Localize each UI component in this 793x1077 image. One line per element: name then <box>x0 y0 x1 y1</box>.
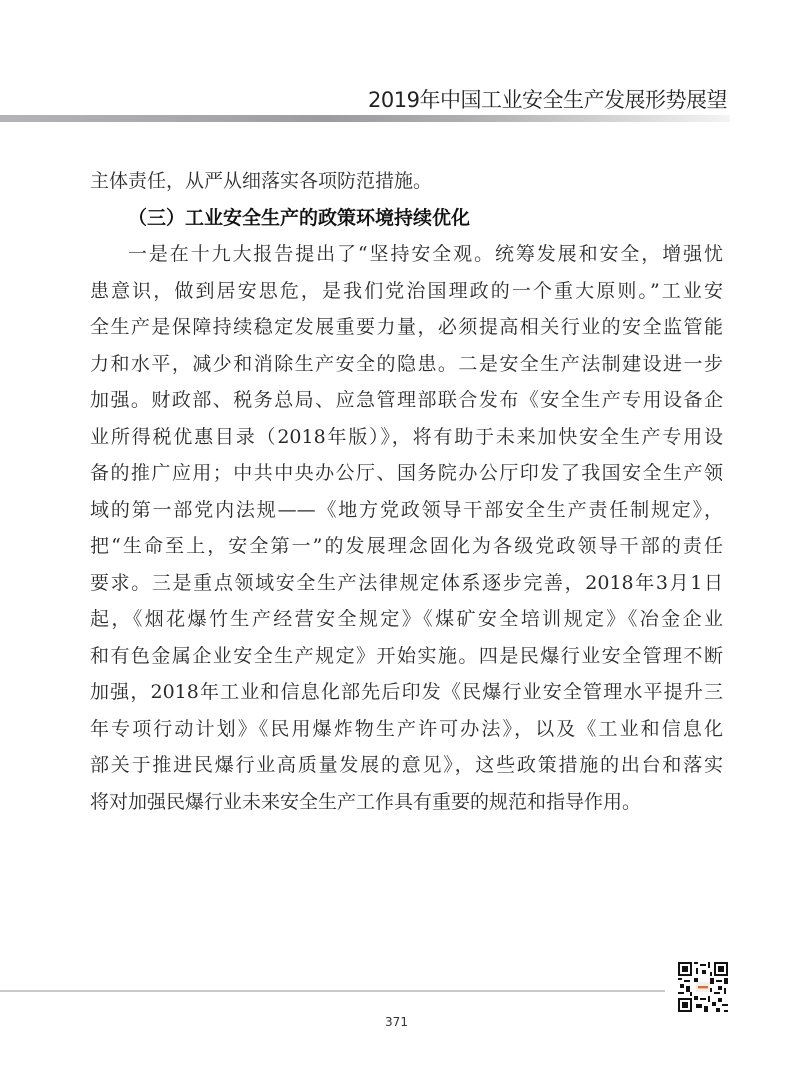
paragraph-line: 年专项行动计划》《民用爆炸物生产许可办法》，以及《工业和信息化 <box>90 717 723 740</box>
section-heading: （三）工业安全生产的政策环境持续优化 <box>128 206 471 229</box>
body-text <box>90 163 723 820</box>
header-divider-bar <box>0 115 730 122</box>
paragraph-line: 将对加强民爆行业未来安全生产工作具有重要的规范和指导作用。 <box>90 790 642 813</box>
qr-code-icon <box>678 962 728 1012</box>
paragraph-line: 备的推广应用；中共中央办公厅、国务院办公厅印发了我国安全生产领 <box>90 462 723 484</box>
paragraph-line: 和有色金属企业安全生产规定》开始实施。四是民爆行业安全管理不断 <box>90 644 723 667</box>
footer-divider <box>0 990 665 992</box>
paragraph-line: 加强。财政部、税务总局、应急管理部联合发布《安全生产专用设备企 <box>90 389 723 411</box>
paragraph-line: 起，《烟花爆竹生产经营安全规定》《煤矿安全培训规定》《冶金企业 <box>90 608 723 630</box>
paragraph-line: 主体责任，从严从细落实各项防范措施。 <box>90 170 433 192</box>
paragraph-line: 力和水平，减少和消除生产安全的隐患。二是安全生产法制建设进一步 <box>90 352 723 375</box>
paragraph-line: 把“生命至上，安全第一”的发展理念固化为各级党政领导干部的责任 <box>90 535 723 557</box>
paragraph-line: 患意识，做到居安思危，是我们党治国理政的一个重大原则。”工业安 <box>90 279 723 302</box>
paragraph-line: 全生产是保障持续稳定发展重要力量，必须提高相关行业的安全监管能 <box>90 316 723 338</box>
paragraph-line: 一是在十九大报告提出了“坚持安全观。统筹发展和安全，增强忧 <box>128 243 723 265</box>
running-header-title: 2019年中国工业安全生产发展形势展望 <box>368 88 727 112</box>
paragraph-line: 部关于推进民爆行业高质量发展的意见》，这些政策措施的出台和落实 <box>90 754 723 776</box>
paragraph-line: 要求。三是重点领域安全生产法律规定体系逐步完善，2018年3月1日 <box>90 571 723 594</box>
paragraph-line: 加强，2018年工业和信息化部先后印发《民爆行业安全管理水平提升三 <box>90 681 723 703</box>
paragraph-line: 域的第一部党内法规——《地方党政领导干部安全生产责任制规定》， <box>90 498 723 521</box>
paragraph-line: 业所得税优惠目录（2018年版）》，将有助于未来加快安全生产专用设 <box>90 425 723 448</box>
page-number: 371 <box>385 1015 408 1029</box>
